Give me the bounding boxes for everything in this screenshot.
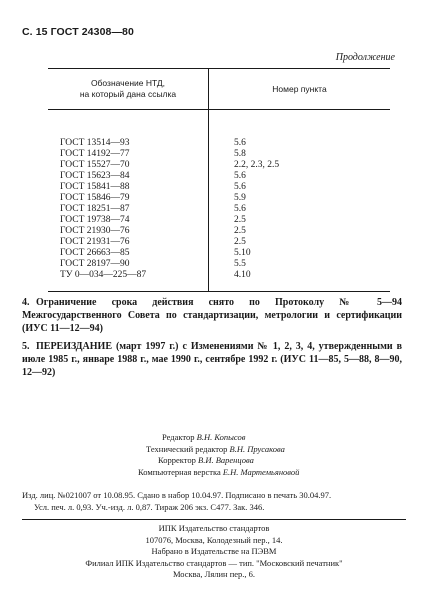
clause-number-cell: 4.10 <box>234 270 251 280</box>
printing-address: Москва, Лялин пер., 6. <box>172 569 256 579</box>
footer-divider <box>22 519 406 520</box>
table-row <box>48 204 390 215</box>
publication-info-line1: Изд. лиц. №021007 от 10.08.95. Сдано в набор 10.04.97. Подписано в печать 30.04.97. <box>22 490 332 500</box>
clause-number-cell: 5.6 <box>234 138 246 148</box>
table-row <box>48 270 390 281</box>
note-item-5 <box>22 340 402 379</box>
references-table <box>48 68 390 292</box>
document-designation-cell: ГОСТ 14192—77 <box>60 149 130 159</box>
credit-tech-editor <box>146 444 299 456</box>
table-row <box>48 160 390 171</box>
publication-info <box>22 490 406 513</box>
table-row <box>48 226 390 237</box>
note-item-4 <box>22 296 402 335</box>
clause-number-cell: 5.9 <box>234 193 246 203</box>
table-row <box>48 149 390 160</box>
clause-number-cell: 5.5 <box>234 259 246 269</box>
document-designation-cell: ГОСТ 15846—79 <box>60 193 130 203</box>
credit-role: Корректор <box>158 455 196 465</box>
table-continued-label: Продолжение <box>335 52 395 63</box>
table-row <box>48 182 390 193</box>
publication-info-line2: Усл. печ. л. 0,93. Уч.-изд. л. 0,87. Тираж 206 экз. С477. Зак. 346. <box>34 501 265 512</box>
document-designation-cell: ГОСТ 19738—74 <box>60 215 130 225</box>
table-row <box>48 193 390 204</box>
note-number: 5. <box>22 341 30 352</box>
column-header-document-line1: Обозначение НТД, <box>90 78 166 88</box>
credit-layout <box>138 467 299 479</box>
publisher-footer <box>22 523 406 581</box>
table-row <box>48 138 390 149</box>
credit-editor <box>162 432 299 444</box>
credit-role: Редактор <box>162 432 195 442</box>
clause-number-cell: 2.2, 2.3, 2.5 <box>234 160 280 170</box>
column-header-clause: Номер пункта <box>272 84 327 94</box>
table-row <box>48 215 390 226</box>
document-designation-cell: ГОСТ 26663—85 <box>60 248 130 258</box>
clause-number-cell: 5.8 <box>234 149 246 159</box>
credit-role: Технический редактор <box>146 443 228 454</box>
credit-name: Е.Н. Мартемьяновой <box>222 466 300 477</box>
clause-number-cell: 2.5 <box>234 226 246 236</box>
table-row <box>48 248 390 259</box>
publisher-address: 107076, Москва, Колодезный пер., 14. <box>145 534 283 545</box>
document-designation-cell: ТУ 0—034—225—87 <box>60 270 147 280</box>
document-designation-cell: ГОСТ 15841—88 <box>60 182 130 192</box>
credits-block <box>138 432 300 478</box>
publisher-name: ИПК Издательство стандартов <box>158 523 270 533</box>
document-designation-cell: ГОСТ 15623—84 <box>60 171 130 181</box>
table-row <box>48 171 390 182</box>
typeset-note: Набрано в Издательстве на ПЭВМ <box>151 546 277 556</box>
table-header <box>48 69 390 110</box>
table-row <box>48 237 390 248</box>
printing-branch: Филиал ИПК Издательство стандартов — тип. "Московский печатник" <box>85 557 343 568</box>
clause-number-cell: 2.5 <box>234 237 246 247</box>
credit-name: В.Н. Прусакова <box>229 443 285 454</box>
table-row <box>48 259 390 270</box>
document-designation-cell: ГОСТ 21931—76 <box>60 237 130 247</box>
document-designation-cell: ГОСТ 21930—76 <box>60 226 130 236</box>
credit-name: В.И. Варенцова <box>198 455 254 465</box>
document-designation-cell: ГОСТ 18251—87 <box>60 204 130 214</box>
clause-number-cell: 5.10 <box>234 248 251 258</box>
note-text: Ограничение срока действия снято по Протоколу № 5—94 Межгосударственного Совета по стандартизации, метрологии и сертификации (ИУС 11—12—94) <box>22 297 402 334</box>
clause-number-cell: 5.6 <box>234 171 246 181</box>
note-text: ПЕРЕИЗДАНИЕ (март 1997 г.) с Изменениями № 1, 2, 3, 4, утвержденными в июле 1985 г., январе 1988 г., мае 1990 г., сентябре 1992 г. (ИУС 11—85, 5—88, 8—90, 12—92) <box>22 341 402 378</box>
column-header-document-line2: на который дана ссылка <box>79 89 177 99</box>
credit-role: Компьютерная верстка <box>138 466 221 477</box>
credit-proofreader <box>158 455 299 467</box>
clause-number-cell: 5.6 <box>234 204 246 214</box>
clause-number-cell: 5.6 <box>234 182 246 192</box>
document-designation-cell: ГОСТ 28197—90 <box>60 259 130 269</box>
column-header-document <box>48 69 209 109</box>
note-number: 4. <box>22 297 30 308</box>
credit-name: В.Н. Копысов <box>196 432 246 442</box>
page-header: С. 15 ГОСТ 24308—80 <box>22 26 134 38</box>
table-body <box>48 110 390 291</box>
document-designation-cell: ГОСТ 13514—93 <box>60 138 130 148</box>
clause-number-cell: 2.5 <box>234 215 246 225</box>
document-designation-cell: ГОСТ 15527—70 <box>60 160 130 170</box>
